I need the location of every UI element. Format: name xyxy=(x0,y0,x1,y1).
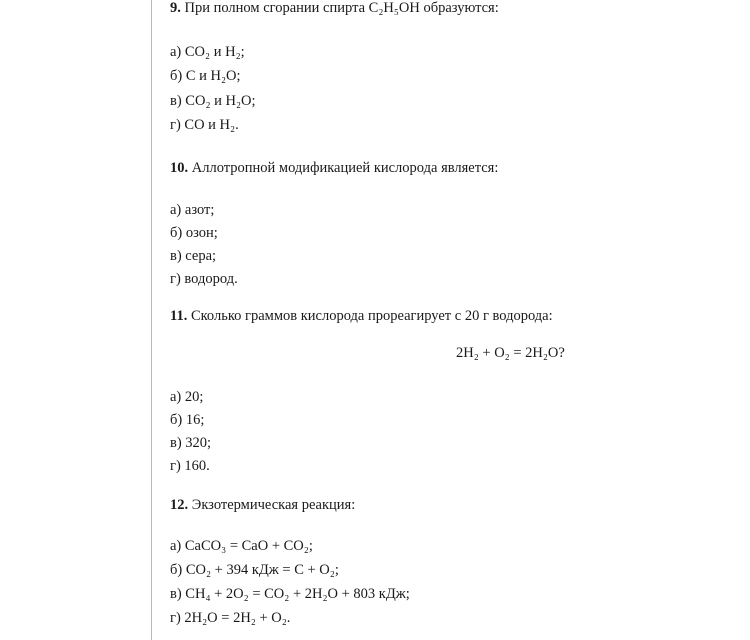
question-number: 10. xyxy=(170,160,189,176)
option-9c: в) CO₂ и H₂O; xyxy=(170,93,256,109)
question-10 xyxy=(170,160,498,177)
question-11 xyxy=(170,308,553,325)
option-11b: б) 16; xyxy=(170,412,205,428)
option-12b: б) CO₂ + 394 кДж = C + O₂; xyxy=(170,562,339,578)
document-page xyxy=(151,0,712,640)
option-10a: а) азот; xyxy=(170,202,215,218)
question-number: 11. xyxy=(170,308,188,324)
question-text: Экзотермическая реакция: xyxy=(191,497,356,513)
reaction-equation: 2H₂ + O₂ = 2H₂O? xyxy=(456,345,565,361)
question-9 xyxy=(170,0,499,17)
question-text: Аллотропной модификацией кислорода является: xyxy=(191,160,499,176)
question-number: 12. xyxy=(170,497,189,513)
option-12a: а) CaCO₃ = CaO + CO₂; xyxy=(170,538,313,554)
question-number: 9. xyxy=(170,0,181,16)
question-text: Сколько граммов кислорода прореагирует с 20 г водорода: xyxy=(190,308,553,324)
option-9a: а) CO₂ и H₂; xyxy=(170,44,245,60)
option-12c: в) CH₄ + 2O₂ = CO₂ + 2H₂O + 803 кДж; xyxy=(170,586,410,602)
question-12 xyxy=(170,497,355,514)
option-11a: а) 20; xyxy=(170,389,204,405)
option-9d: г) CO и H₂. xyxy=(170,117,239,133)
option-11c: в) 320; xyxy=(170,435,212,451)
option-10d: г) водород. xyxy=(170,271,238,287)
option-12d: г) 2H₂O = 2H₂ + O₂. xyxy=(170,610,291,626)
option-9b: б) C и H₂O; xyxy=(170,68,241,84)
option-10b: б) озон; xyxy=(170,225,218,241)
option-11d: г) 160. xyxy=(170,458,210,474)
question-text: При полном сгорании спирта C₂H₅OH образуются: xyxy=(184,0,499,16)
option-10c: в) сера; xyxy=(170,248,217,264)
